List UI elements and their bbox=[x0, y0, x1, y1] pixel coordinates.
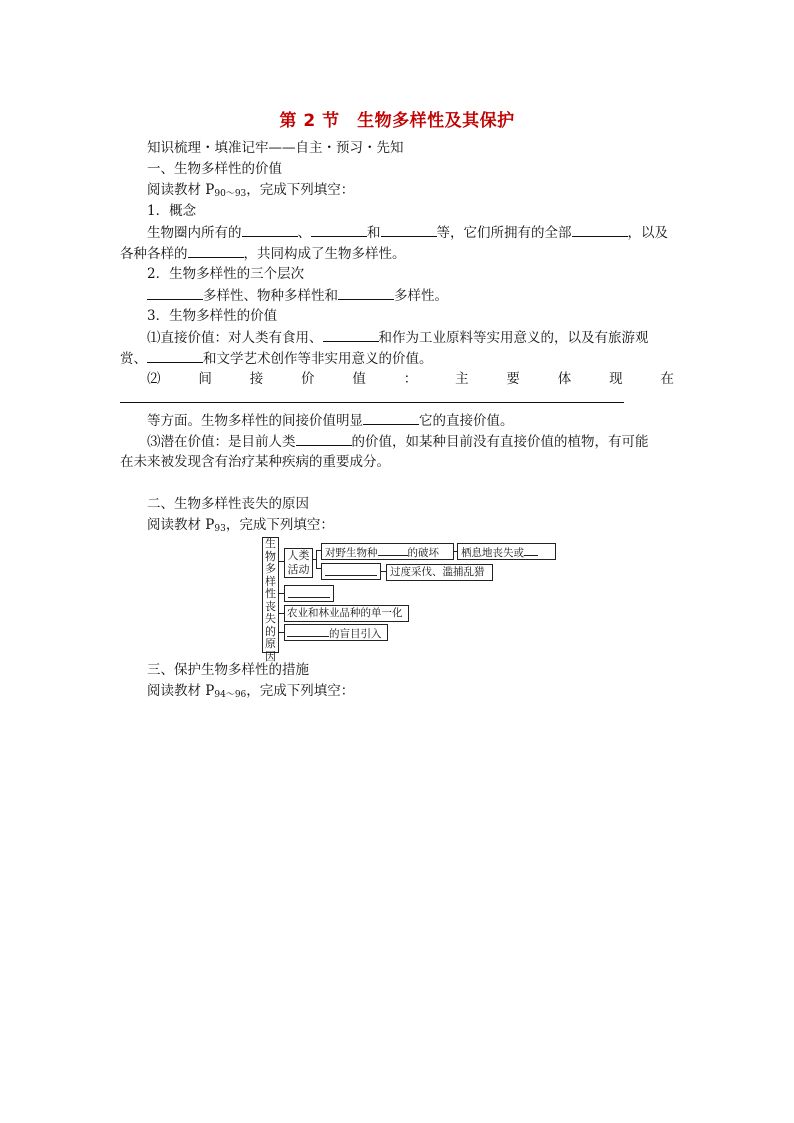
blank-box[interactable] bbox=[284, 585, 334, 602]
fill-blank[interactable] bbox=[147, 348, 203, 363]
indirect-value-line-1: ⑵ 间 接 价 值 ： 主 要 体 现 在 bbox=[147, 371, 674, 387]
section-intro: 知识梳理・填准记牢——自主・预习・先知 bbox=[147, 140, 404, 156]
fill-blank[interactable] bbox=[363, 410, 419, 425]
connector-line bbox=[312, 559, 316, 560]
value-heading: 3．生物多样性的价值 bbox=[147, 308, 278, 324]
section-3-heading: 三、保护生物多样性的措施 bbox=[147, 662, 309, 678]
connector-line bbox=[316, 550, 317, 568]
blank-box[interactable] bbox=[321, 563, 381, 580]
fill-blank[interactable] bbox=[311, 222, 367, 237]
levels-line: 多样性、物种多样性和 多样性。 bbox=[147, 285, 448, 306]
habitat-loss-box: 栖息地丧失或 bbox=[457, 543, 556, 560]
section-2-reading-note: 阅读教材 $P_{93}$，完成下列填空： bbox=[147, 517, 334, 534]
section-2-heading: 二、生物多样性丧失的原因 bbox=[147, 496, 309, 512]
page-title: 第 2 节 生物多样性及其保护 bbox=[279, 111, 515, 131]
concept-line-2: 各种各样的 ，共同构成了生物多样性。 bbox=[120, 243, 406, 264]
fill-blank[interactable] bbox=[188, 243, 244, 258]
section-1-heading: 一、生物多样性的价值 bbox=[147, 161, 282, 177]
direct-value-line-2: 赏、 和文学艺术创作等非实用意义的价值。 bbox=[120, 348, 433, 369]
long-fill-blank[interactable] bbox=[120, 402, 624, 403]
wild-species-box: 对野生物种 的破坏 bbox=[321, 543, 454, 560]
fill-blank[interactable] bbox=[325, 564, 377, 576]
section-3-reading-note: 阅读教材 $P_{94\sim 96}$，完成下列填空： bbox=[147, 683, 355, 700]
invasion-box: 的盲目引入 bbox=[284, 624, 388, 641]
fill-blank[interactable] bbox=[323, 327, 379, 342]
fill-blank[interactable] bbox=[242, 222, 298, 237]
potential-value-line-2: 在未来被发现含有治疗某种疾病的重要成分。 bbox=[120, 454, 390, 470]
potential-value-line-1: ⑶潜在价值：是目前人类 的价值，如某种目前没有直接价值的植物，有可能 bbox=[147, 431, 649, 452]
fill-blank[interactable] bbox=[296, 431, 352, 446]
indirect-value-line-2: 等方面。生物多样性的间接价值明显 它的直接价值。 bbox=[147, 410, 514, 431]
concept-heading: 1．概念 bbox=[147, 203, 197, 219]
diagram-root-box: 生物多样性丧失的原因 bbox=[262, 537, 279, 653]
fill-blank[interactable] bbox=[288, 586, 330, 598]
human-activity-box: 人类活动 bbox=[284, 548, 313, 578]
monoculture-box: 农业和林业品种的单一化 bbox=[284, 605, 409, 622]
fill-blank[interactable] bbox=[378, 544, 408, 556]
concept-line-1: 生物圈内所有的 、 和 等，它们所拥有的全部 ，以及 bbox=[147, 222, 668, 243]
levels-heading: 2．生物多样性的三个层次 bbox=[147, 266, 305, 282]
fill-blank[interactable] bbox=[338, 285, 394, 300]
direct-value-line-1: ⑴直接价值：对人类有食用、 和作为工业原料等实用意义的，以及有旅游观 bbox=[147, 327, 649, 348]
fill-blank[interactable] bbox=[524, 544, 538, 556]
section-1-reading-note: 阅读教材 $P_{90\sim 93}$，完成下列填空： bbox=[147, 182, 355, 199]
overharvest-box: 过度采伐、滥捕乱猎 bbox=[386, 564, 493, 581]
fill-blank[interactable] bbox=[381, 222, 437, 237]
fill-blank[interactable] bbox=[572, 222, 628, 237]
fill-blank[interactable] bbox=[147, 285, 203, 300]
fill-blank[interactable] bbox=[287, 625, 329, 637]
